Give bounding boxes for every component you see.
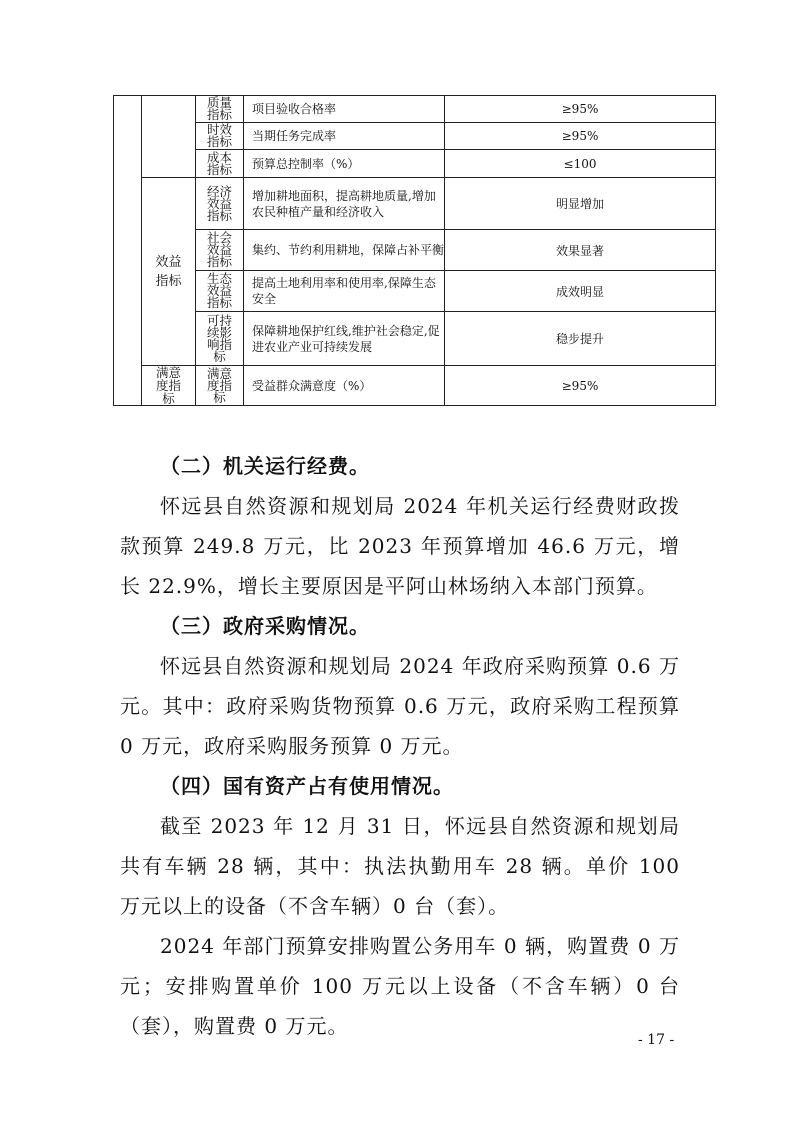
sub-indicator-cell [196,178,244,230]
value-cell: 明显增加 [445,178,716,230]
value-cell: ≥95% [445,366,716,406]
section-paragraph: 截至 2023 年 12 月 31 日，怀远县自然资源和规划局共有车辆 28 辆，其中：执法执勤用车 28 辆。单价 100 万元以上的设备（不含车辆）0 台（套）。 [120,814,680,918]
performance-indicator-table [113,95,716,406]
value-cell: 稳步提升 [445,312,716,366]
sub-indicator-cell [196,271,244,312]
sub-indicator-cell [196,96,244,123]
section-paragraph: 2024 年部门预算安排购置公务用车 0 辆，购置费 0 万元；安排购置单价 100 万元以上设备（不含车辆）0 台（套），购置费 0 万元。 [120,934,680,1038]
sub-indicator-cell [196,123,244,150]
section-title: （四）国有资产占有使用情况。 [160,774,454,798]
table-row [114,178,716,230]
table-cell-blank [114,96,142,406]
indicator-cell: 预算总控制率（%） [244,150,445,178]
sub-indicator-label: 生态 效益 指标 [206,271,232,310]
sub-indicator-label: 可持 续影 响指 标 [206,312,232,364]
sub-indicator-label: 成本 指标 [206,149,232,177]
group-benefit-cell [142,178,196,366]
table-row [114,312,716,366]
section-title: （二）机关运行经费。 [160,454,370,478]
body-text [120,446,680,1046]
sub-indicator-label: 时效 指标 [206,122,232,149]
table-row [114,123,716,150]
sub-indicator-cell [196,150,244,178]
sub-indicator-label: 社会 效益 指标 [206,230,232,269]
indicator-cell: 集约、节约利用耕地，保障占补平衡 [244,230,445,271]
sub-indicator-cell [196,230,244,271]
table-row [114,96,716,123]
value-cell: ≥95% [445,96,716,123]
sub-indicator-label: 质量 指标 [206,95,232,122]
table-row [114,366,716,406]
table-row [114,271,716,312]
sub-indicator-cell [196,312,244,366]
sub-indicator-cell [196,366,244,406]
indicator-cell: 当期任务完成率 [244,123,445,150]
table-row [114,230,716,271]
table-row [114,150,716,178]
page-number: - 17 - [638,1032,675,1048]
indicator-cell: 受益群众满意度（%） [244,366,445,406]
group-satisfaction-label: 满意 度指 标 [155,365,181,406]
value-cell: ≤100 [445,150,716,178]
value-cell: ≥95% [445,123,716,150]
group-satisfaction-cell [142,366,196,406]
indicator-cell: 提高土地利用率和使用率,保障生态安全 [244,271,445,312]
sub-indicator-label: 满意 度指 标 [206,365,232,405]
section-paragraph: 怀远县自然资源和规划局 2024 年机关运行经费财政拨款预算 249.8 万元，比 2023 年预算增加 46.6 万元，增长 22.9%，增长主要原因是平阿山林场纳入本部门预算。 [120,494,680,598]
table-cell-blank [142,96,196,178]
indicator-cell: 项目验收合格率 [244,96,445,123]
group-benefit-label: 效益 指标 [155,254,182,289]
value-cell: 成效明显 [445,271,716,312]
section-title: （三）政府采购情况。 [160,614,370,638]
indicator-cell: 增加耕地面积，提高耕地质量,增加农民种植产量和经济收入 [244,178,445,230]
sub-indicator-label: 经济 效益 指标 [206,183,232,223]
value-cell: 效果显著 [445,230,716,271]
section-paragraph: 怀远县自然资源和规划局 2024 年政府采购预算 0.6 万元。其中：政府采购货物预算 0.6 万元，政府采购工程预算 0 万元，政府采购服务预算 0 万元。 [120,654,680,758]
indicator-cell: 保障耕地保护红线,维护社会稳定,促进农业产业可持续发展 [244,312,445,366]
